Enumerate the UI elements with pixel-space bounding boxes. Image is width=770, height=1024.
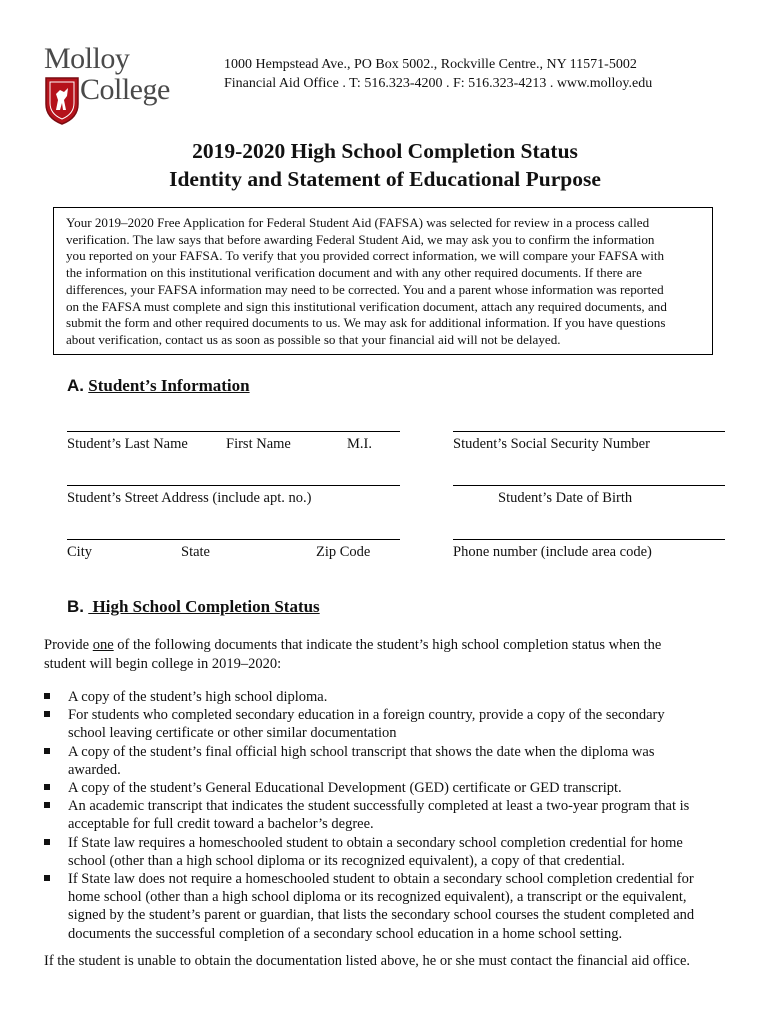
document-options-list: [44, 688, 734, 943]
dob-line[interactable]: [453, 485, 725, 486]
title-line-2: Identity and Statement of Educational Purpose: [169, 167, 601, 191]
notice-line: submit the form and other required documents to us. We may ask for additional information. If you have questions: [66, 315, 666, 331]
section-b-heading: [67, 597, 320, 617]
notice-line: you reported on your FAFSA. To verify that you provided correct information, we will compare your FAFSA with: [66, 248, 665, 264]
list-item-text: For students who completed secondary education in a foreign country, provide a copy of the secondary: [68, 707, 665, 724]
zip-label: Zip Code: [316, 544, 371, 560]
list-item-text: A copy of the student’s final official high school transcript that shows the date when the diploma was: [68, 743, 655, 760]
intro-text: of the following documents that indicate the student’s high school completion status when the: [113, 637, 662, 653]
city-state-zip-line[interactable]: [67, 539, 400, 540]
notice-line: differences, your FAFSA information may need to be corrected. You and a parent whose information was reported: [66, 281, 664, 297]
list-item-text: signed by the student’s parent or guardian, that lists the secondary school courses the student completed and: [68, 907, 695, 924]
list-item-text: home school (other than a high school diploma or its recognized equivalent), a transcript or the equivalent,: [68, 889, 687, 906]
section-b-intro: [44, 636, 734, 674]
section-a-label: Student’s Information: [88, 376, 250, 395]
contact-line: Financial Aid Office . T: 516.323-4200 . F: 516.323-4213 . www.molloy.edu: [224, 76, 653, 91]
list-item: [44, 797, 734, 833]
notice-line: the information on this institutional verification document and with any other required documents. If there are: [66, 265, 642, 281]
list-item-text: school (other than a high school diploma or its recognized equivalent), a copy of that credential.: [68, 852, 625, 869]
ssn-signature-line[interactable]: [453, 431, 725, 432]
last-name-label: Student’s Last Name: [67, 436, 188, 452]
list-item-text: awarded.: [68, 761, 121, 778]
name-signature-line[interactable]: [67, 431, 400, 432]
section-a-heading: [67, 376, 250, 396]
logo-wordmark-molloy: Molloy: [44, 42, 130, 75]
list-item-text: acceptable for full credit toward a bachelor’s degree.: [68, 816, 374, 833]
address-line: 1000 Hempstead Ave., PO Box 5002., Rockville Centre., NY 11571-5002: [224, 57, 637, 72]
ssn-label: Student’s Social Security Number: [453, 436, 650, 452]
list-item-text: school leaving certificate or other similar documentation: [68, 725, 397, 742]
notice-line: verification. The law says that before awarding Federal Student Aid, we may ask you to confirm the information: [66, 231, 655, 247]
notice-line: on the FAFSA must complete and sign this institutional verification document, attach any required documents, and: [66, 298, 667, 314]
notice-line: about verification, contact us as soon as possible so that your financial aid will not be delayed.: [66, 331, 561, 347]
notice-line: Your 2019–2020 Free Application for Federal Student Aid (FAFSA) was selected for review in a process called: [66, 215, 650, 230]
list-item: [44, 834, 734, 870]
list-item: [44, 779, 734, 797]
list-item: [44, 706, 734, 742]
list-item-text: An academic transcript that indicates the student successfully completed at least a two-year program that is: [68, 798, 690, 815]
logo-wordmark-college: College: [80, 73, 170, 106]
title-line-1: 2019-2020 High School Completion Status: [192, 139, 578, 163]
verification-notice-box: [53, 207, 713, 355]
list-item-text: If State law does not require a homeschooled student to obtain a secondary school completion credential for: [68, 871, 694, 888]
square-bullet-icon: [44, 711, 50, 717]
section-b-intro-line-1: [44, 636, 734, 655]
list-item-text: A copy of the student’s high school diploma.: [68, 689, 328, 705]
section-a-letter: A.: [67, 376, 84, 395]
square-bullet-icon: [44, 693, 50, 699]
square-bullet-icon: [44, 748, 50, 754]
city-label: City: [67, 544, 92, 560]
phone-label: Phone number (include area code): [453, 544, 652, 560]
phone-line[interactable]: [453, 539, 725, 540]
college-logo: [44, 44, 194, 139]
list-item: [44, 688, 734, 706]
street-address-label: Student’s Street Address (include apt. no.): [67, 490, 312, 506]
square-bullet-icon: [44, 839, 50, 845]
state-label: State: [181, 544, 210, 560]
street-address-line[interactable]: [67, 485, 400, 486]
list-item: [44, 743, 734, 779]
square-bullet-icon: [44, 784, 50, 790]
header-contact-block: [224, 55, 652, 93]
first-name-label: First Name: [226, 436, 291, 452]
section-b-label: High School Completion Status: [88, 597, 320, 616]
section-b-letter: B.: [67, 597, 84, 616]
dob-label: Student’s Date of Birth: [498, 490, 633, 506]
middle-initial-label: M.I.: [347, 436, 372, 452]
list-item-text: If State law requires a homeschooled student to obtain a secondary school completion credential for home: [68, 834, 683, 851]
list-item: [44, 870, 734, 943]
section-b-intro-line-2: student will begin college in 2019–2020:: [44, 656, 282, 672]
list-item-text: documents the successful completion of a secondary school education in a home school setting.: [68, 925, 623, 942]
shield-crest-icon: [44, 76, 80, 126]
square-bullet-icon: [44, 875, 50, 881]
list-item-text: A copy of the student’s General Educational Development (GED) certificate or GED transcript.: [68, 780, 622, 797]
square-bullet-icon: [44, 802, 50, 808]
intro-emphasis-one: one: [92, 637, 114, 653]
intro-text: Provide: [44, 637, 93, 653]
section-b-footer-note: If the student is unable to obtain the documentation listed above, he or she must contact the financial aid office.: [44, 953, 691, 969]
page-title: [0, 137, 770, 193]
